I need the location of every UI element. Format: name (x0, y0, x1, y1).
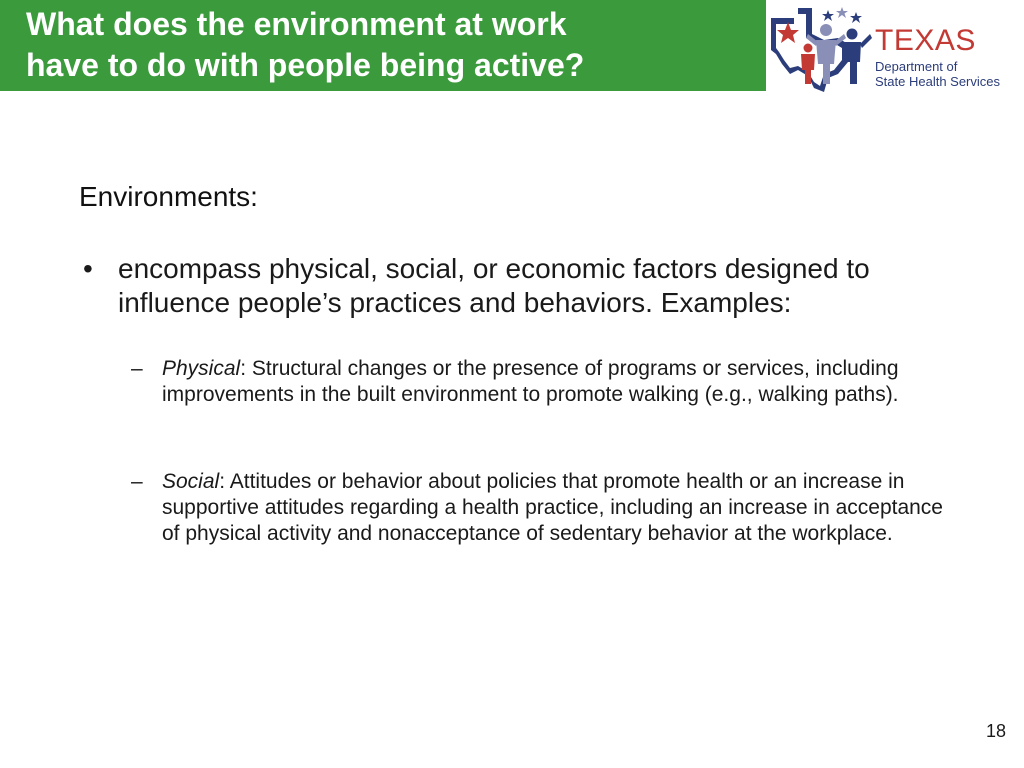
title-bar (0, 0, 766, 91)
subpoint-text: Structural changes or the presence of programs or services, including improvements in the built environment to promote walking (e.g., walking paths). (162, 357, 899, 406)
section-heading: Environments: (79, 181, 258, 212)
logo-department-text: Department of (875, 59, 958, 74)
subpoint-physical (131, 356, 961, 408)
subpoint-label: Social (162, 470, 220, 493)
subpoint-separator: : (240, 357, 247, 380)
subpoint-text: Attitudes or behavior about policies that promote health or an increase in supportive attitudes regarding a health practice, including an increase in acceptance of physical activity and nonacceptance of sedentary behavior at the workplace. (162, 470, 943, 545)
slide-title-line-2: have to do with people being active? (26, 47, 585, 83)
texas-dshs-logo (768, 4, 1020, 94)
subpoint-label: Physical (162, 357, 241, 380)
small-star-icon (836, 7, 848, 18)
small-star-icon (850, 12, 862, 23)
subpoint-social (131, 469, 961, 547)
subpoint-marker: – (131, 470, 143, 493)
subpoint-marker: – (131, 357, 143, 380)
bullet-text: encompass physical, social, or economic factors designed to influence people’s practices and behaviors. Examples: (118, 253, 870, 318)
small-star-icon (822, 10, 834, 21)
bullet-item (83, 252, 963, 320)
texas-people-emblem-icon (768, 4, 874, 94)
logo-texas-text: TEXAS (875, 24, 976, 57)
subpoint-body (162, 356, 961, 408)
page-number: 18 (985, 721, 1006, 741)
subpoint-body (162, 469, 961, 547)
bullet-marker: • (83, 253, 93, 284)
logo-agency-text: State Health Services (875, 74, 1001, 89)
subpoint-separator: : (219, 470, 226, 493)
slide-title-line-1: What does the environment at work (26, 6, 567, 42)
